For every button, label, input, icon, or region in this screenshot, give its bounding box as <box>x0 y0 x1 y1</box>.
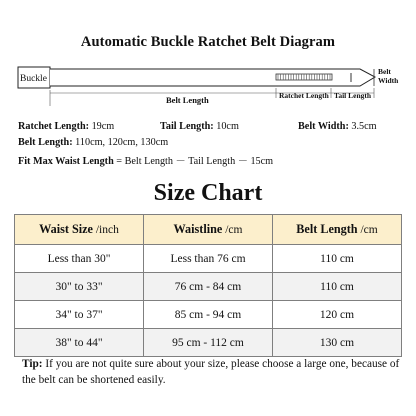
tail-length-label: Tail Length <box>334 91 372 100</box>
cell-waistline: Less than 76 cm <box>144 245 273 273</box>
belt-length-label: Belt Length <box>166 95 209 105</box>
size-table <box>14 214 402 357</box>
spec-ratchet: Ratchet Length: 19cm <box>18 121 115 132</box>
buckle-label: Buckle <box>20 74 47 84</box>
table-row <box>15 273 402 301</box>
cell-belt-length: 130 cm <box>273 329 402 357</box>
tip-label: Tip: <box>22 358 43 370</box>
cell-belt-length: 110 cm <box>273 245 402 273</box>
belt-width-label-2: Width <box>378 76 399 85</box>
cell-waist-size: 34" to 37" <box>15 301 144 329</box>
table-row <box>15 301 402 329</box>
size-table-header-row <box>15 215 402 245</box>
spec-belt-length: Belt Length: 110cm, 120cm, 130cm <box>18 137 169 148</box>
tip-note <box>22 356 402 388</box>
table-row <box>15 245 402 273</box>
belt-width-label-1: Belt <box>378 67 391 76</box>
spec-fit-formula: Fit Max Waist Length = Belt Length － Tail Length － 15cm <box>18 156 274 167</box>
ratchet-length-label: Ratchet Length <box>279 91 329 100</box>
diagram-title: Automatic Buckle Ratchet Belt Diagram <box>80 34 336 50</box>
spec-tail: Tail Length: 10cm <box>160 121 239 132</box>
cell-waistline: 95 cm - 112 cm <box>144 329 273 357</box>
cell-belt-length: 120 cm <box>273 301 402 329</box>
spec-width: Belt Width: 3.5cm <box>298 121 377 132</box>
cell-waist-size: 38" to 44" <box>15 329 144 357</box>
cell-waist-size: Less than 30" <box>15 245 144 273</box>
cell-waistline: 76 cm - 84 cm <box>144 273 273 301</box>
table-row <box>15 329 402 357</box>
cell-belt-length: 110 cm <box>273 273 402 301</box>
ratchet-tooth-lines <box>278 75 330 80</box>
belt-diagram <box>0 60 416 124</box>
cell-waistline: 85 cm - 94 cm <box>144 301 273 329</box>
cell-waist-size: 30" to 33" <box>15 273 144 301</box>
header-waist-size: Waist Size /inch <box>15 215 144 245</box>
header-waistline: Waistline /cm <box>144 215 273 245</box>
size-chart-title: Size Chart <box>153 180 263 206</box>
header-belt-length: Belt Length /cm <box>273 215 402 245</box>
tip-text: If you are not quite sure about your size, please choose a large one, because of the belt can be shortened easily. <box>22 358 400 386</box>
